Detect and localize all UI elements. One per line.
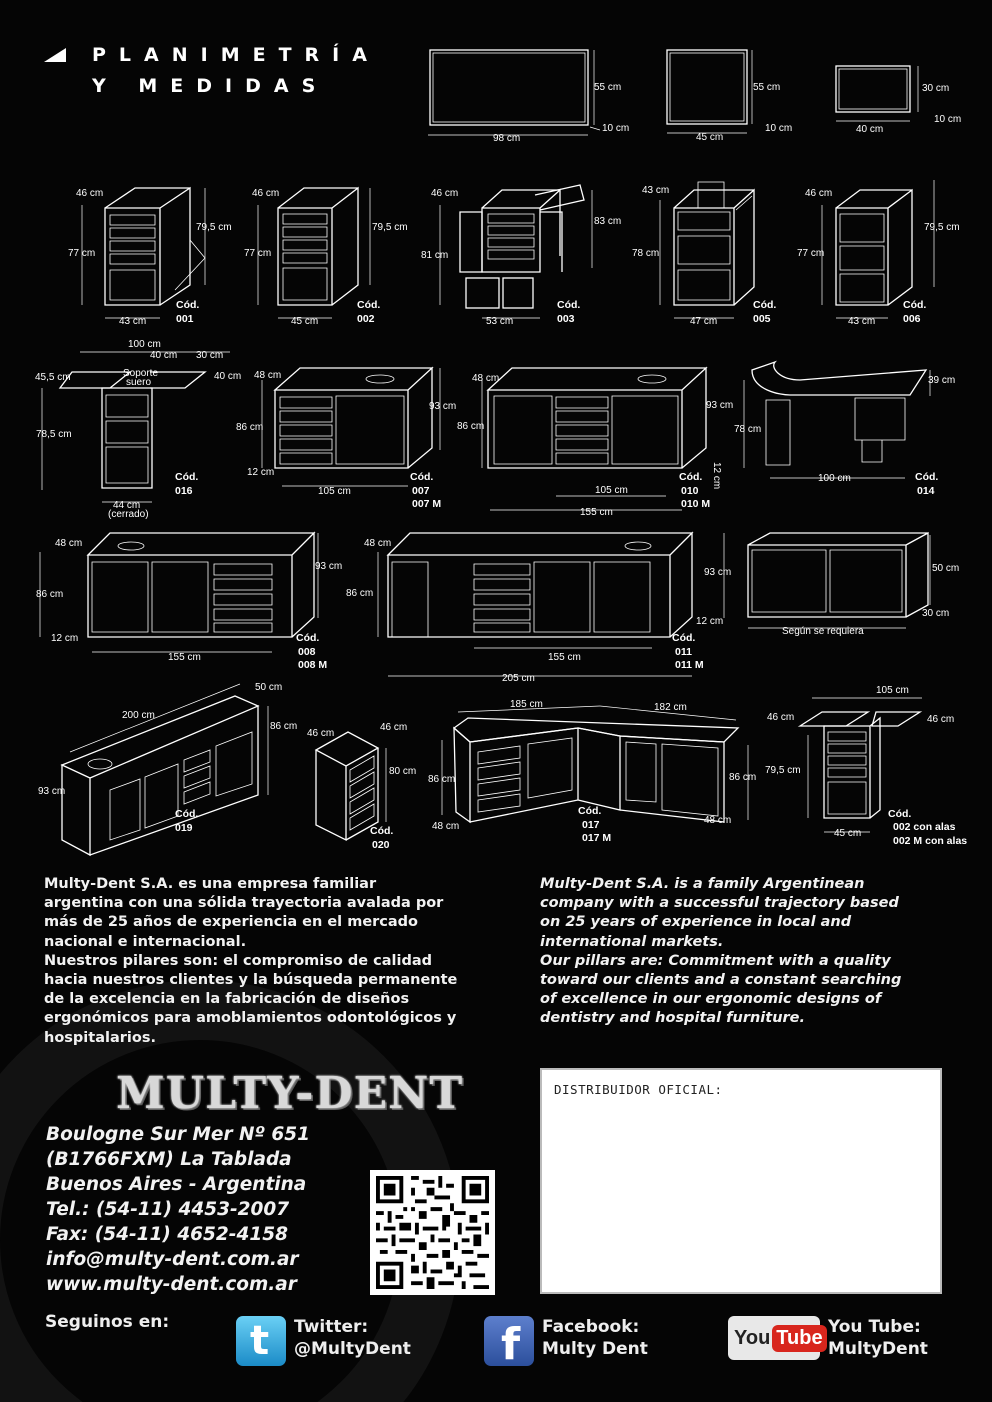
dimension-label: 105 cm <box>876 685 909 696</box>
dimension-label: 40 cm <box>214 371 242 382</box>
heading-line-1: PLANIMETRÍA <box>92 44 380 66</box>
dimension-label: 020 <box>372 839 390 851</box>
dimension-label: 86 cm <box>428 774 456 785</box>
dimension-label: 50 cm <box>932 563 960 574</box>
dim-45: 45 cm <box>696 132 724 143</box>
dimension-label: 86 cm <box>729 772 757 783</box>
dim-98: 98 cm <box>493 133 521 144</box>
unit-002-with-wings <box>765 685 967 847</box>
dimension-label: 43 cm <box>848 316 876 327</box>
dimension-label: 014 <box>917 485 935 497</box>
dimension-label: 46 cm <box>805 188 833 199</box>
dimension-label: Cód. <box>672 632 696 644</box>
dimension-label: 93 cm <box>38 786 66 797</box>
dimension-label: Cód. <box>578 805 602 817</box>
wall-cabinet-98 <box>428 50 629 144</box>
dimension-label: 010 M <box>681 498 711 510</box>
dimension-label: 50 cm <box>255 682 283 693</box>
youtube-link[interactable] <box>728 1316 928 1360</box>
dimension-label: 44 cm <box>113 500 141 511</box>
dim-30: 30 cm <box>922 83 950 94</box>
dimension-label: 46 cm <box>431 188 459 199</box>
dimension-label: Cód. <box>357 299 381 311</box>
dimension-label: 86 cm <box>457 421 485 432</box>
youtube-icon: You Tube <box>728 1316 820 1360</box>
unit-011 <box>346 533 731 684</box>
wall-cabinet-45 <box>667 50 792 143</box>
dimension-label: Cód. <box>915 471 939 483</box>
dimension-label: 016 <box>175 485 193 497</box>
fax: Fax: (54-11) 4652-4158 <box>46 1224 288 1245</box>
dimension-label: 77 cm <box>68 248 96 259</box>
distributor-box <box>540 1068 942 1294</box>
dimension-label: Soporte <box>123 368 159 379</box>
dimension-label: 43 cm <box>119 316 147 327</box>
dim-55: 55 cm <box>594 82 622 93</box>
unit-003 <box>421 185 621 327</box>
phone[interactable]: Tel.: (54-11) 4453-2007 <box>46 1199 290 1220</box>
dimension-label: 53 cm <box>486 316 514 327</box>
youtube-name: You Tube: <box>828 1317 921 1337</box>
dimension-label: 78 cm <box>632 248 660 259</box>
dimension-label: 78,5 cm <box>36 429 72 440</box>
address-postal: (B1766FXM) La Tablada <box>46 1149 292 1170</box>
dimension-label: 12 cm <box>711 462 722 490</box>
dimension-label: 93 cm <box>706 400 734 411</box>
unit-001 <box>68 188 232 327</box>
dimension-label: 002 con alas <box>893 821 956 833</box>
dimension-label: Cód. <box>296 632 320 644</box>
dimension-label: 182 cm <box>654 702 687 713</box>
facebook-link[interactable] <box>484 1316 648 1366</box>
unit-005 <box>632 182 776 327</box>
dimension-label: 12 cm <box>51 633 79 644</box>
unit-019 <box>38 682 297 855</box>
dimension-label: 48 cm <box>704 815 732 826</box>
dimension-label: Cód. <box>679 471 703 483</box>
youtube-handle: MultyDent <box>828 1339 928 1359</box>
dimension-label: 30 cm <box>196 350 224 361</box>
dimension-label: 008 M <box>298 659 328 671</box>
dimension-label: 017 <box>582 819 600 831</box>
dimension-label: 008 <box>298 646 316 658</box>
dimension-label: 003 <box>557 313 575 325</box>
dimension-label: 48 cm <box>364 538 392 549</box>
twitter-handle: @MultyDent <box>294 1339 411 1359</box>
unit-017 <box>428 699 756 844</box>
dimension-label: 93 cm <box>429 401 457 412</box>
dimension-label: 43 cm <box>642 185 670 196</box>
dimension-label: Según se requiera <box>782 626 864 637</box>
dimension-label: 45 cm <box>834 828 862 839</box>
dim-10b: 10 cm <box>765 123 793 134</box>
dimension-label: 79,5 cm <box>372 222 408 233</box>
dimension-label: 93 cm <box>315 561 343 572</box>
brand-logo: MULTY-DENT <box>116 1068 464 1119</box>
unit-020 <box>307 722 416 851</box>
dimension-label: 205 cm <box>502 673 535 684</box>
dimension-label: 46 cm <box>927 714 955 725</box>
dimension-label: Cód. <box>557 299 581 311</box>
distributor-label: DISTRIBUIDOR OFICIAL: <box>554 1082 723 1097</box>
unit-016 <box>35 339 241 520</box>
dimension-label: 007 M <box>412 498 442 510</box>
unit-006 <box>797 180 960 327</box>
dimension-label: 79,5 cm <box>196 222 232 233</box>
dimension-label: 86 cm <box>36 589 64 600</box>
dimension-label: 48 cm <box>55 538 83 549</box>
dim-55b: 55 cm <box>753 82 781 93</box>
email-link[interactable]: info@multy-dent.com.ar <box>46 1249 299 1270</box>
dimension-label: 81 cm <box>421 250 449 261</box>
dimension-label: 30 cm <box>922 608 950 619</box>
unit-008 <box>36 533 342 671</box>
dimension-label: 40 cm <box>150 350 178 361</box>
dimension-label: 80 cm <box>389 766 417 777</box>
heading-line-2: Y MEDIDAS <box>92 75 329 97</box>
about-text-en: Multy-Dent S.A. is a family Argentinean company with a successful trajectory based on 25 years of experience in local and international markets. Our pillars are: Commitment with a quality toward our clients and a constant searching of excellence in our ergonomic designs of dentistry and hospital furniture. <box>540 876 902 1027</box>
dimension-label: 77 cm <box>797 248 825 259</box>
dimension-label: 48 cm <box>432 821 460 832</box>
dimension-label: 155 cm <box>548 652 581 663</box>
dimension-label: 002 M con alas <box>893 835 968 847</box>
unit-010 <box>457 368 733 518</box>
facebook-name: Facebook: <box>542 1317 640 1337</box>
dim-40: 40 cm <box>856 124 884 135</box>
dimension-label: 185 cm <box>510 699 543 710</box>
dimension-label: 83 cm <box>594 216 622 227</box>
contact-block <box>46 1122 310 1297</box>
dimension-label: 46 cm <box>380 722 408 733</box>
dimension-label: 86 cm <box>270 721 298 732</box>
website-link[interactable]: www.multy-dent.com.ar <box>46 1274 297 1295</box>
dimension-label: 011 <box>675 646 692 658</box>
dimension-label: 79,5 cm <box>765 765 801 776</box>
dimension-label: 12 cm <box>696 616 724 627</box>
wall-cabinet-40 <box>836 66 961 135</box>
dimension-label: 100 cm <box>818 473 851 484</box>
dimension-label: (cerrado) <box>108 509 149 520</box>
about-text-es: Multy-Dent S.A. es una empresa familiar argentina con una sólida trayectoria avalada por más de 25 años de experiencia en el mercado nacional e internacional. Nuestros pilares son: el compromiso de calidad hacia nuestros clientes y la búsqueda permanente de la excelencia en la fabricación de diseños ergonómicos para amoblamientos odontológicos y hospitalarios. <box>44 876 458 1046</box>
dimension-label: 005 <box>753 313 771 325</box>
dimension-label: Cód. <box>175 808 199 820</box>
dimension-label: 001 <box>176 313 194 325</box>
dimension-label: 010 <box>681 485 699 497</box>
dimension-label: 46 cm <box>767 712 795 723</box>
dimension-label: 007 <box>412 485 430 497</box>
unit-007 <box>236 368 456 510</box>
qr-code-pattern <box>376 1176 489 1289</box>
address-street: Boulogne Sur Mer Nº 651 <box>46 1124 310 1145</box>
dimension-label: 155 cm <box>580 507 613 518</box>
dimension-label: 017 M <box>582 832 612 844</box>
dimension-label: Cód. <box>175 471 199 483</box>
unit-014 <box>734 362 955 497</box>
dimension-label: 48 cm <box>254 370 282 381</box>
dimension-label: 46 cm <box>252 188 280 199</box>
dimension-label: 79,5 cm <box>924 222 960 233</box>
twitter-icon <box>236 1316 286 1366</box>
dimension-label: Cód. <box>410 471 434 483</box>
dimension-label: 46 cm <box>76 188 104 199</box>
dimension-label: 46 cm <box>307 728 335 739</box>
dimension-label: 77 cm <box>244 248 272 259</box>
dimension-label: 100 cm <box>128 339 161 350</box>
dimension-label: 019 <box>175 822 193 834</box>
qr-code[interactable] <box>370 1170 495 1295</box>
dimension-label: Cód. <box>753 299 777 311</box>
dimension-label: 002 <box>357 313 375 325</box>
dimension-label: suero <box>126 377 152 388</box>
dimension-label: 200 cm <box>122 710 155 721</box>
wall-unit-custom <box>748 533 959 637</box>
dimension-label: 155 cm <box>168 652 201 663</box>
follow-label: Seguinos en: <box>45 1312 170 1332</box>
dimension-label: 47 cm <box>690 316 718 327</box>
dimension-label: 006 <box>903 313 921 325</box>
twitter-name: Twitter: <box>294 1317 369 1337</box>
dim-10c: 10 cm <box>934 114 962 125</box>
dimension-label: Cód. <box>370 825 394 837</box>
dimension-label: 105 cm <box>595 485 628 496</box>
facebook-handle: Multy Dent <box>542 1339 648 1359</box>
twitter-link[interactable] <box>236 1316 411 1366</box>
dimension-label: 12 cm <box>247 467 275 478</box>
dimension-label: 105 cm <box>318 486 351 497</box>
dimension-label: Cód. <box>888 808 912 820</box>
dimension-label: Cód. <box>176 299 200 311</box>
dimension-label: 45 cm <box>291 316 319 327</box>
dim-10: 10 cm <box>602 123 630 134</box>
dimension-label: 86 cm <box>346 588 374 599</box>
dimension-label: 78 cm <box>734 424 762 435</box>
dimension-label: 39 cm <box>928 375 956 386</box>
dimension-label: 86 cm <box>236 422 264 433</box>
dimension-label: 011 M <box>675 659 704 671</box>
dimension-label: 45,5 cm <box>35 372 71 383</box>
address-city: Buenos Aires - Argentina <box>46 1174 307 1195</box>
facebook-icon <box>484 1316 534 1366</box>
dimension-label: 48 cm <box>472 373 500 384</box>
dimension-label: 93 cm <box>704 567 732 578</box>
dimension-label: Cód. <box>903 299 927 311</box>
unit-002 <box>244 188 408 327</box>
